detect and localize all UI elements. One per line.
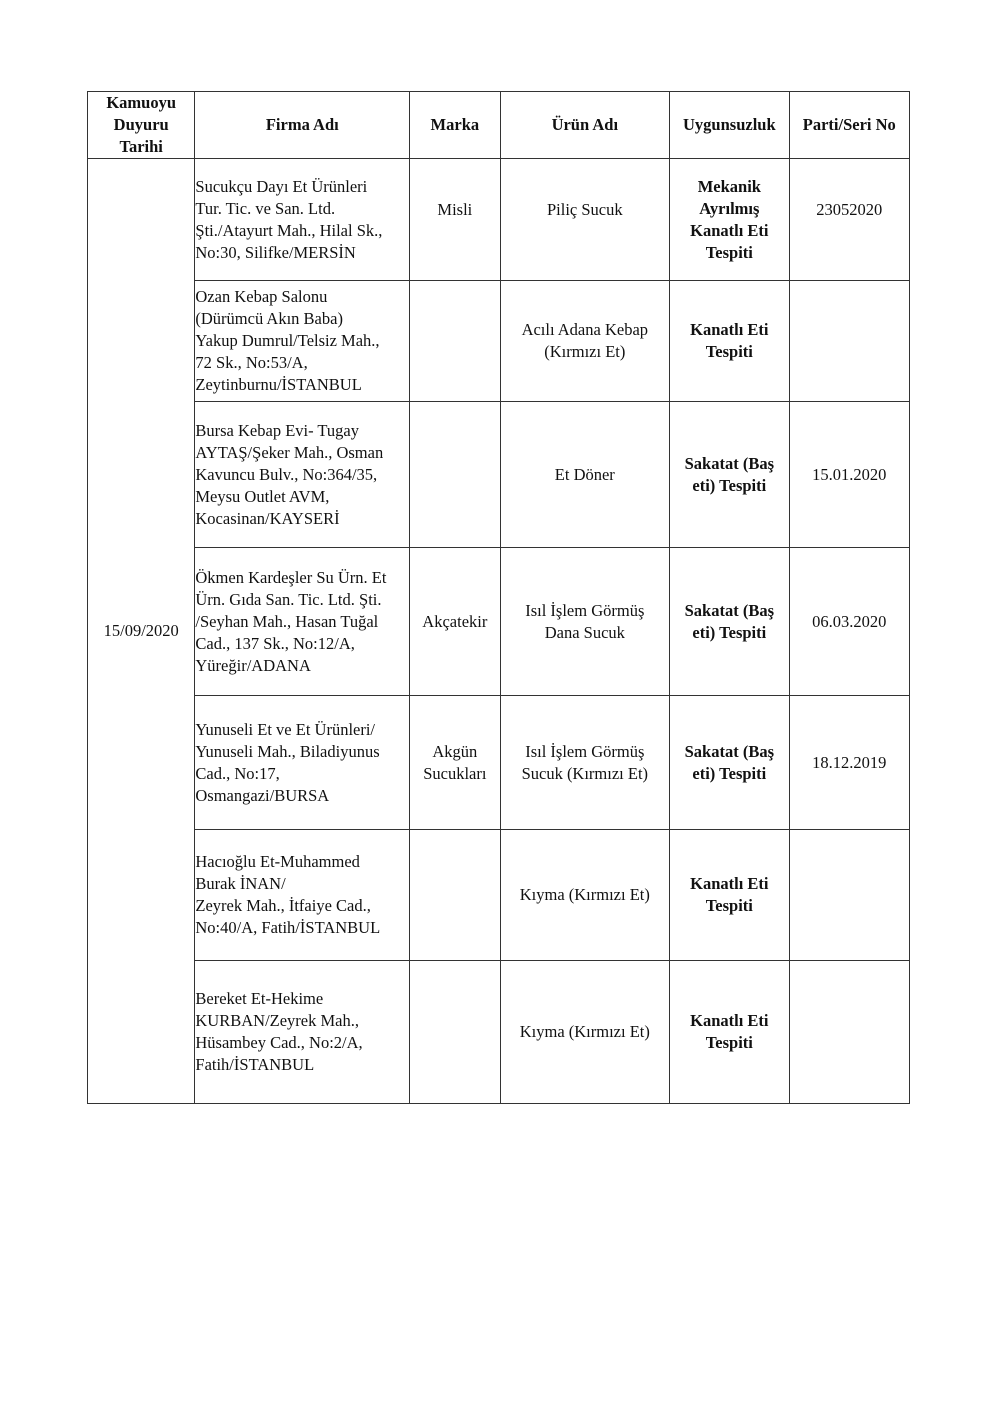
brand-cell bbox=[410, 281, 500, 402]
recall-notice-table bbox=[87, 91, 910, 1104]
firm-name-cell: Ozan Kebap Salonu (Dürümcü Akın Baba) Yakup Dumrul/Telsiz Mah., 72 Sk., No:53/A, Zeytinburnu/İSTANBUL bbox=[195, 281, 410, 402]
lot-number-cell: 15.01.2020 bbox=[789, 402, 909, 548]
product-name-cell: Isıl İşlem Görmüş Dana Sucuk bbox=[500, 548, 670, 696]
brand-cell: Akçatekir bbox=[410, 548, 500, 696]
product-name-cell: Acılı Adana Kebap (Kırmızı Et) bbox=[500, 281, 670, 402]
firm-name-cell: Ökmen Kardeşler Su Ürn. Et Ürn. Gıda San. Tic. Ltd. Şti. /Seyhan Mah., Hasan Tuğal Cad., 137 Sk., No:12/A, Yüreğir/ADANA bbox=[195, 548, 410, 696]
product-name-cell: Kıyma (Kırmızı Et) bbox=[500, 961, 670, 1104]
product-name-cell: Piliç Sucuk bbox=[500, 159, 670, 281]
product-name-cell: Isıl İşlem Görmüş Sucuk (Kırmızı Et) bbox=[500, 696, 670, 830]
header-row bbox=[88, 92, 910, 159]
lot-number-cell: 18.12.2019 bbox=[789, 696, 909, 830]
nonconformity-cell: Sakatat (Baş eti) Tespiti bbox=[670, 402, 789, 548]
brand-cell bbox=[410, 402, 500, 548]
brand-cell: Misli bbox=[410, 159, 500, 281]
table-row bbox=[88, 830, 910, 961]
nonconformity-cell: Sakatat (Baş eti) Tespiti bbox=[670, 696, 789, 830]
brand-cell bbox=[410, 961, 500, 1104]
header-brand: Marka bbox=[410, 92, 500, 159]
nonconformity-cell: Sakatat (Baş eti) Tespiti bbox=[670, 548, 789, 696]
lot-number-cell bbox=[789, 830, 909, 961]
brand-cell bbox=[410, 830, 500, 961]
header-announcement-date: Kamuoyu Duyuru Tarihi bbox=[88, 92, 195, 159]
firm-name-cell: Bereket Et-Hekime KURBAN/Zeyrek Mah., Hüsambey Cad., No:2/A, Fatih/İSTANBUL bbox=[195, 961, 410, 1104]
nonconformity-cell: Kanatlı Eti Tespiti bbox=[670, 961, 789, 1104]
table-row bbox=[88, 159, 910, 281]
nonconformity-cell: Mekanik Ayrılmış Kanatlı Eti Tespiti bbox=[670, 159, 789, 281]
nonconformity-cell: Kanatlı Eti Tespiti bbox=[670, 281, 789, 402]
brand-cell: Akgün Sucukları bbox=[410, 696, 500, 830]
lot-number-cell bbox=[789, 281, 909, 402]
lot-number-cell: 06.03.2020 bbox=[789, 548, 909, 696]
firm-name-cell: Bursa Kebap Evi- Tugay AYTAŞ/Şeker Mah., Osman Kavuncu Bulv., No:364/35, Meysu Outlet AVM, Kocasinan/KAYSERİ bbox=[195, 402, 410, 548]
header-lot-number: Parti/Seri No bbox=[789, 92, 909, 159]
announcement-date-cell: 15/09/2020 bbox=[88, 159, 195, 1104]
table-row bbox=[88, 696, 910, 830]
nonconformity-cell: Kanatlı Eti Tespiti bbox=[670, 830, 789, 961]
header-product-name: Ürün Adı bbox=[500, 92, 670, 159]
firm-name-cell: Sucukçu Dayı Et Ürünleri Tur. Tic. ve San. Ltd. Şti./Atayurt Mah., Hilal Sk., No:30, Silifke/MERSİN bbox=[195, 159, 410, 281]
header-nonconformity: Uygunsuzluk bbox=[670, 92, 789, 159]
table-row bbox=[88, 402, 910, 548]
table-row bbox=[88, 548, 910, 696]
header-firm-name: Firma Adı bbox=[195, 92, 410, 159]
table-row bbox=[88, 281, 910, 402]
table-row bbox=[88, 961, 910, 1104]
product-name-cell: Kıyma (Kırmızı Et) bbox=[500, 830, 670, 961]
firm-name-cell: Yunuseli Et ve Et Ürünleri/ Yunuseli Mah., Biladiyunus Cad., No:17, Osmangazi/BURSA bbox=[195, 696, 410, 830]
product-name-cell: Et Döner bbox=[500, 402, 670, 548]
firm-name-cell: Hacıoğlu Et-Muhammed Burak İNAN/ Zeyrek Mah., İtfaiye Cad., No:40/A, Fatih/İSTANBUL bbox=[195, 830, 410, 961]
lot-number-cell: 23052020 bbox=[789, 159, 909, 281]
lot-number-cell bbox=[789, 961, 909, 1104]
